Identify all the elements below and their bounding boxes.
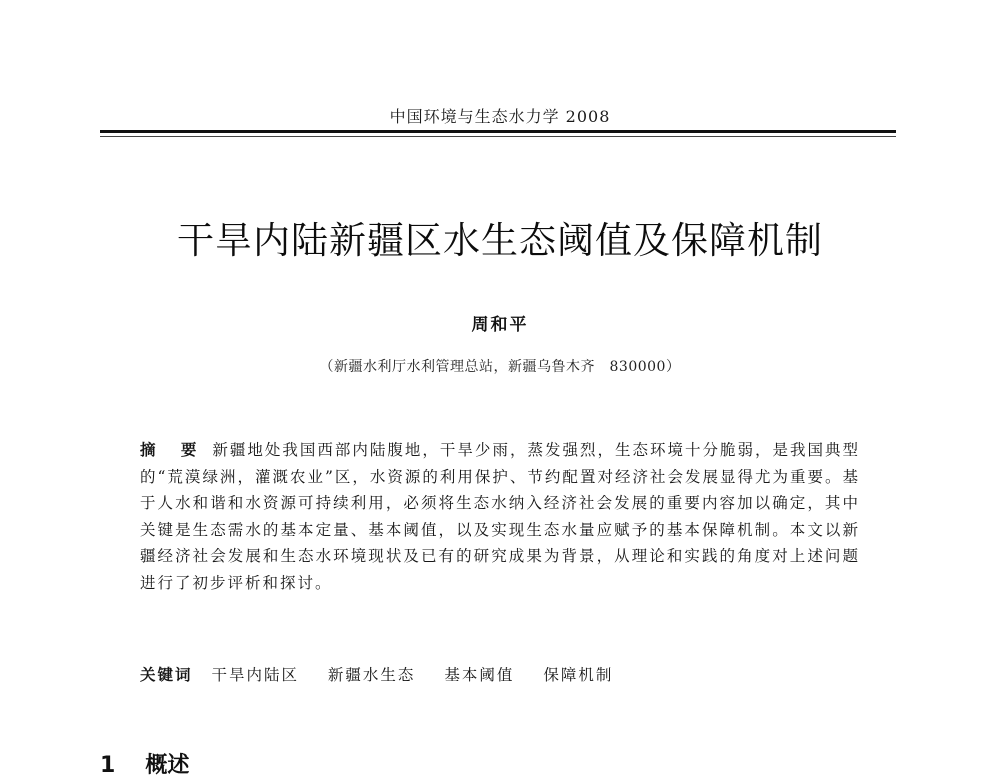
- running-header: 中国环境与生态水力学 2008: [389, 107, 611, 126]
- keyword: 新疆水生态: [327, 666, 416, 684]
- section-heading: [100, 748, 189, 779]
- keyword: 基本阈值: [444, 666, 515, 684]
- section-number: 1: [100, 753, 116, 778]
- author-name: 周和平: [471, 315, 529, 335]
- abstract-label: 摘 要: [140, 440, 207, 459]
- keyword: 保障机制: [543, 666, 614, 684]
- abstract: [140, 437, 860, 596]
- author-affiliation: （新疆水利厅水利管理总站，新疆乌鲁木齐 830000）: [319, 359, 681, 375]
- header-rule: [100, 130, 896, 133]
- header-rule-thin: [100, 136, 896, 137]
- abstract-text: 新疆地处我国西部内陆腹地，干旱少雨，蒸发强烈，生态环境十分脆弱，是我国典型的“荒漠绿洲，灌溉农业”区，水资源的利用保护、节约配置对经济社会发展显得尤为重要。基于人水和谐和水资源可持续利用，必须将生态水纳入经济社会发展的重要内容加以确定，其中关键是生态需水的基本定量、基本阈值，以及实现生态水量应赋予的基本保障机制。本文以新疆经济社会发展和生态水环境现状及已有的研究成果为背景，从理论和实践的角度对上述问题进行了初步评析和探讨。: [140, 441, 860, 592]
- section-title: 概述: [145, 753, 190, 778]
- keywords: [140, 663, 860, 685]
- paper-title: 干旱内陆新疆区水生态阈值及保障机制: [177, 219, 823, 262]
- keyword: 干旱内陆区: [211, 666, 299, 684]
- keywords-label: 关键词: [140, 665, 193, 684]
